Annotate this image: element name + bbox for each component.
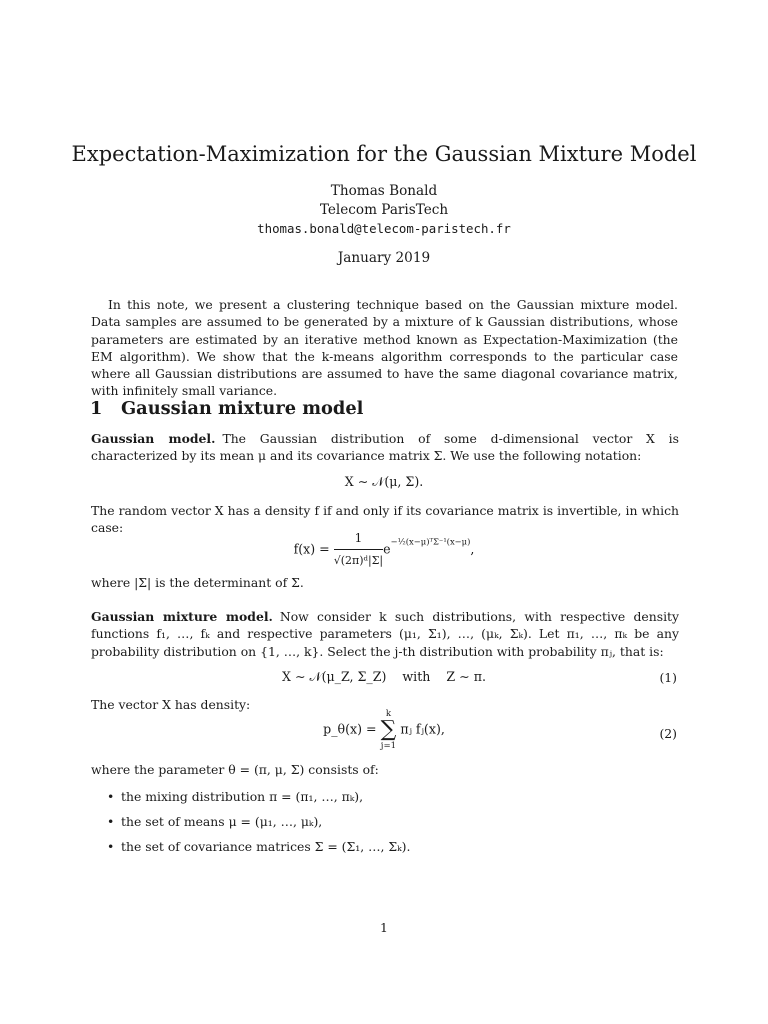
- section-title: Gaussian mixture model: [121, 398, 364, 419]
- gaussian-model-text: The Gaussian distribution of some d-dimensional vector X is characterized by its mean μ and its covariance matrix Σ. We use the following notation:: [91, 431, 679, 464]
- sum-lower-limit: j=1: [380, 741, 397, 751]
- section-number: 1: [90, 398, 103, 419]
- sum-symbol: ∑: [380, 717, 397, 742]
- density-text: The random vector X has a density f if and only if its covariance matrix is invertible, in which case:: [91, 503, 679, 536]
- gmm-heading: Gaussian mixture model.: [91, 609, 273, 624]
- density-exp-base: e: [383, 541, 391, 557]
- gaussian-model-heading: Gaussian model.: [91, 431, 216, 446]
- summation: [381, 709, 397, 751]
- equation-2-lhs: p_θ(x) =: [323, 721, 377, 737]
- vector-text: The vector X has density:: [91, 697, 251, 712]
- paper-date: January 2019: [337, 250, 431, 266]
- notation-equation: X ∼ 𝒩(μ, Σ).: [344, 474, 424, 489]
- list-item: • the set of covariance matrices Σ = (Σ₁, …, Σₖ).: [107, 838, 667, 855]
- sum-upper-limit: k: [385, 709, 392, 719]
- equation-2-number: (2): [659, 726, 677, 741]
- determinant-text: where |Σ| is the determinant of Σ.: [91, 575, 304, 590]
- parameter-text: where the parameter θ = (π, μ, Σ) consists of:: [91, 762, 379, 777]
- density-end: ,: [470, 541, 475, 557]
- gmm-paragraph: [91, 608, 679, 660]
- parameter-list: [107, 788, 667, 863]
- density-denominator: √(2π)ᵈ|Σ|: [333, 554, 384, 568]
- equation-1-body: X ∼ 𝒩(μ_Z, Σ_Z) with Z ∼ π.: [282, 669, 486, 684]
- equation-2: [0, 709, 768, 751]
- gmm-text: Now consider k such distributions, with respective density functions f₁, …, fₖ and respective parameters (μ₁, Σ₁), …, (μₖ, Σₖ). Let π₁, …, πₖ be any probability distribution on {1, …, k}. Select the j-th distribution with probability πⱼ, that is:: [91, 609, 680, 659]
- author-email: thomas.bonald@telecom-paristech.fr: [257, 221, 511, 236]
- equation-1-number: (1): [659, 670, 677, 685]
- gaussian-model-paragraph: [91, 430, 679, 465]
- density-fraction: [334, 530, 383, 570]
- parameter-paragraph: [91, 761, 679, 778]
- list-item: • the mixing distribution π = (π₁, …, πₖ),: [107, 788, 667, 805]
- author-affiliation: Telecom ParisTech: [319, 202, 449, 218]
- equation-1: [0, 668, 768, 685]
- density-equation: [0, 530, 768, 570]
- section-heading: [90, 397, 363, 421]
- page-number: 1: [380, 920, 388, 935]
- paper-title: Expectation-Maximization for the Gaussian Mixture Model: [71, 142, 697, 166]
- list-item: • the set of means μ = (μ₁, …, μₖ),: [107, 813, 667, 830]
- equation-2-rhs: πⱼ fⱼ(x),: [400, 721, 445, 737]
- abstract-text: In this note, we present a clustering technique based on the Gaussian mixture model. Data samples are assumed to be generated by a mixture of k Gaussian distributions, whose parameters are estimated by an iterative method known as Expectation-Maximization (the EM algorithm). We show that the k-means algorithm corresponds to the particular case where all Gaussian distributions are assumed to have the same diagonal covariance matrix, with infinitely small variance.: [91, 297, 678, 399]
- density-numerator: 1: [334, 530, 383, 550]
- density-exponent: −½(x−μ)ᵀΣ⁻¹(x−μ): [390, 536, 471, 547]
- determinant-paragraph: [91, 574, 679, 591]
- abstract: [91, 296, 678, 400]
- author-name: Thomas Bonald: [330, 183, 438, 199]
- density-lhs: f(x) =: [293, 541, 330, 557]
